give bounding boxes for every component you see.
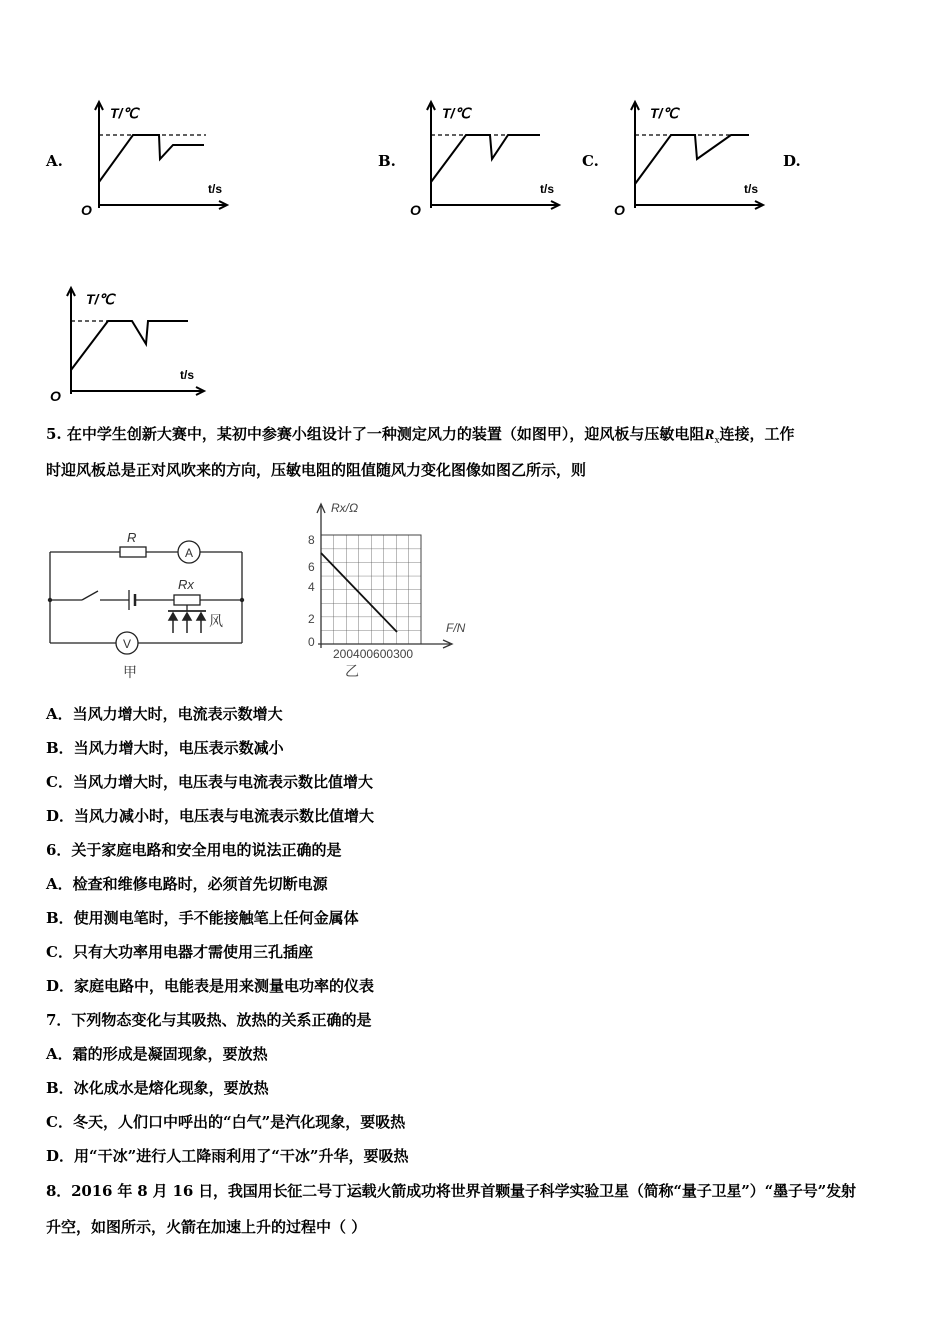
q5-stem-line1	[46, 423, 794, 446]
q7-stem: 7．下列物态变化与其吸热、放热的关系正确的是	[46, 1011, 372, 1029]
graph-b-x-label: t/s	[540, 182, 555, 196]
graph-d-y-label: T/℃	[86, 291, 115, 307]
graph-b-curve	[431, 135, 540, 182]
q5-option-d: D．当风力减小时，电压表与电流表示数比值增大	[46, 807, 375, 825]
ammeter-label: A	[184, 546, 194, 560]
resistor-rx-label: Rx	[178, 577, 194, 592]
graph-y-tick-2: 2	[308, 612, 315, 626]
q5-number: 5.	[46, 425, 62, 443]
resistor-rx	[174, 595, 200, 605]
graph-d-curve	[71, 321, 188, 370]
option-label-b: B.	[378, 152, 396, 170]
graph-y-tick-0: 0	[308, 635, 315, 649]
switch	[82, 591, 98, 600]
option-label-d: D.	[783, 152, 801, 170]
q5-stem-var-sub: x	[714, 435, 720, 446]
q6-option-a: A．检查和维修电路时，必须首先切断电源	[46, 875, 328, 893]
q5-option-b: B．当风力增大时，电压表示数减小	[46, 739, 284, 757]
rx-force-graph	[300, 496, 480, 681]
graph-grid	[321, 535, 421, 644]
q7-option-a: A．霜的形成是凝固现象，要放热	[46, 1045, 268, 1063]
voltmeter-label: V	[122, 637, 132, 651]
graph-a-curve	[99, 135, 204, 182]
q6-option-b: B．使用测电笔时，手不能接触笔上任何金属体	[46, 909, 359, 927]
q5-stem-var: R	[704, 427, 715, 443]
graph-a-origin: O	[81, 202, 92, 218]
q7-option-c: C．冬天，人们口中呼出的“白气”是汽化现象，要吸热	[46, 1113, 406, 1131]
node-left	[48, 598, 52, 602]
q5-option-c: C．当风力增大时，电压表与电流表示数比值增大	[46, 773, 373, 791]
graph-a-x-label: t/s	[208, 182, 223, 196]
graph-c-x-label: t/s	[744, 182, 759, 196]
graph-y-tick-4: 4	[308, 580, 315, 594]
resistor-r	[120, 547, 146, 557]
graph-c	[612, 98, 772, 220]
graph-b-y-label: T/℃	[442, 105, 471, 121]
q5-option-a: A．当风力增大时，电流表示数增大	[46, 705, 283, 723]
q5-stem-line1-end: 连接，工作	[719, 425, 795, 443]
wind-label: 风	[209, 614, 223, 630]
q6-stem: 6．关于家庭电路和安全用电的说法正确的是	[46, 841, 342, 859]
graph-a	[76, 98, 236, 220]
graph-d	[48, 284, 213, 406]
graph-y-tick-8: 8	[308, 533, 315, 547]
graph-x-label: F/N	[446, 621, 466, 635]
graph-y-label: Rx/Ω	[331, 501, 359, 515]
q8-stem-line1: 8．2016 年 8 月 16 日，我国用长征二号丁运载火箭成功将世界首颗量子科学实验卫星（简称“量子卫星”）“墨子号”发射	[46, 1182, 856, 1200]
graph-d-x-label: t/s	[180, 368, 195, 382]
node-right	[240, 598, 244, 602]
circuit-diagram	[44, 525, 254, 685]
graph-a-y-label: T/℃	[110, 105, 139, 121]
circuit-caption: 甲	[123, 665, 137, 681]
resistor-r-label: R	[127, 530, 137, 545]
graph-y-tick-6: 6	[308, 560, 315, 574]
option-label-c: C.	[582, 152, 599, 170]
q8-stem-line2: 升空，如图所示，火箭在加速上升的过程中（ ）	[46, 1218, 367, 1236]
graph-b	[408, 98, 568, 220]
graph-caption: 乙	[345, 664, 359, 680]
q7-option-d: D．用“干冰”进行人工降雨利用了“干冰”升华，要吸热	[46, 1147, 409, 1165]
graph-d-origin: O	[50, 388, 61, 404]
q7-option-b: B．冰化成水是熔化现象，要放热	[46, 1079, 269, 1097]
wind-arrows	[169, 613, 205, 633]
graph-b-origin: O	[410, 202, 421, 218]
graph-c-y-label: T/℃	[650, 105, 679, 121]
q6-option-d: D．家庭电路中，电能表是用来测量电功率的仪表	[46, 977, 375, 995]
q5-stem-text: 在中学生创新大赛中，某初中参赛小组设计了一种测定风力的装置（如图甲），迎风板与压敏电阻	[66, 425, 705, 443]
graph-x-ticks: 200400600300	[333, 647, 414, 661]
graph-c-origin: O	[614, 202, 625, 218]
option-label-a: A.	[46, 152, 63, 170]
q5-stem-line2: 时迎风板总是正对风吹来的方向，压敏电阻的阻值随风力变化图像如图乙所示，则	[46, 461, 587, 479]
q6-option-c: C．只有大功率用电器才需使用三孔插座	[46, 943, 313, 961]
graph-c-curve	[635, 135, 749, 184]
